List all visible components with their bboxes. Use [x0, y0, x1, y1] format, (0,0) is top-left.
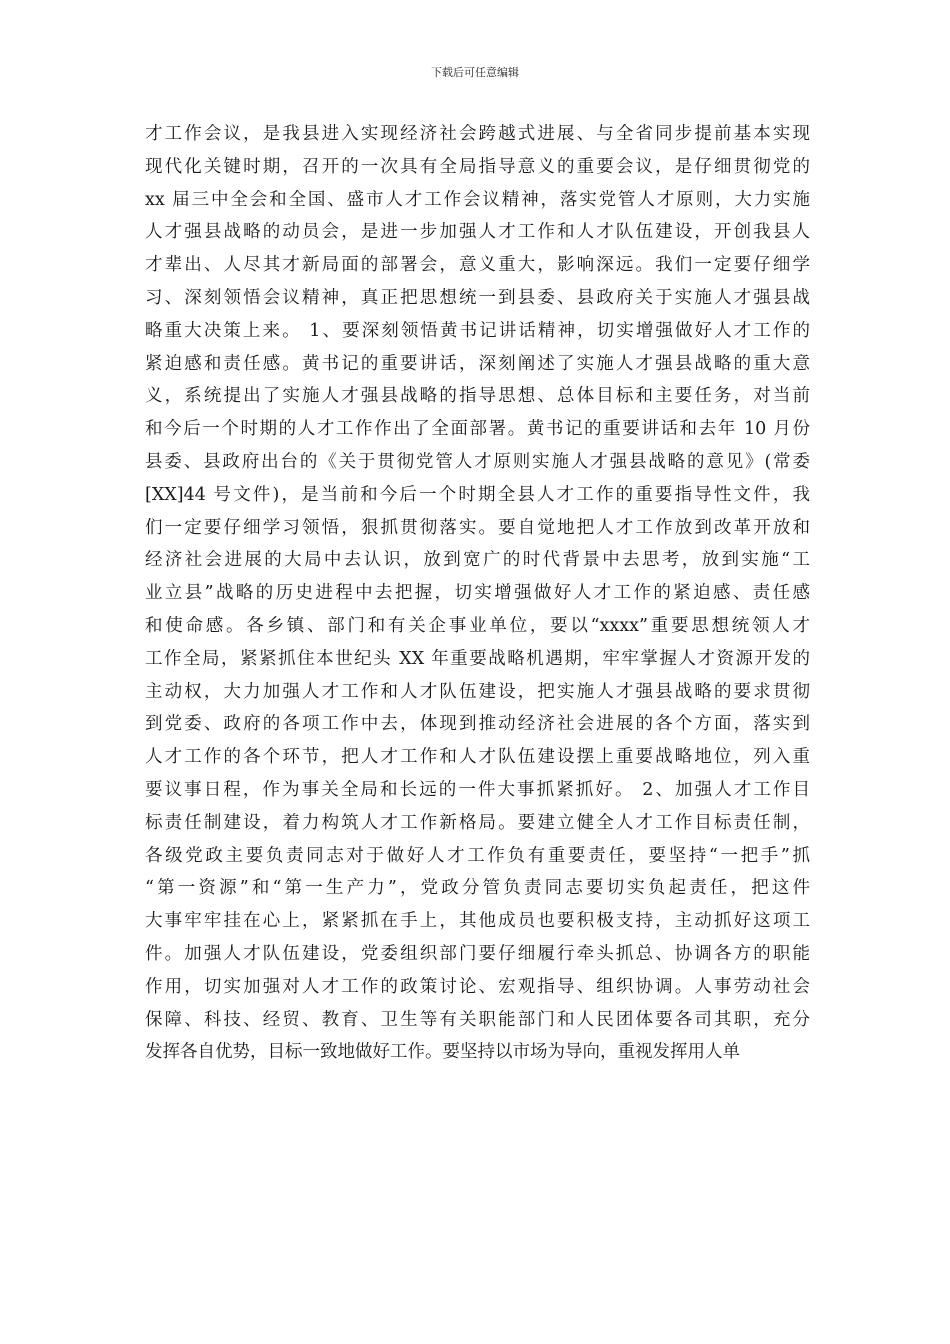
text-line: 发挥各自优势，目标一致地做好工作。要坚持以市场为导向，重视发挥用人单	[145, 1042, 740, 1063]
text-line: 才工作会议，是我县进入实现经济社会跨越式进展、与全省同步提前基本实现	[145, 124, 810, 144]
text-line: 现代化关键时期，召开的一次具有全局指导意义的重要会议，是仔细贯彻党的	[145, 156, 810, 177]
page-header: 下载后可任意编辑	[431, 66, 519, 79]
text-line: 到党委、政府的各项工作中去，体现到推动经济社会进展的各个方面，落实到	[145, 714, 810, 735]
text-line: 才辈出、人尽其才新局面的部署会，意义重大，影响深远。我们一定要仔细学	[145, 255, 810, 276]
text-line: 县委、县政府出台的《关于贯彻党管人才原则实施人才强县战略的意见》(常委	[145, 451, 810, 472]
text-line: 件。加强人才队伍建设，党委组织部门要仔细履行牵头抓总、协调各方的职能	[145, 943, 810, 964]
text-line: “第一资源”和“第一生产力”，党政分管负责同志要切实负起责任，把这件	[145, 878, 810, 899]
text-line: xx 届三中全会和全国、盛市人才工作会议精神，落实党管人才原则，大力实施	[145, 189, 810, 210]
text-line: 习、深刻领悟会议精神，真正把思想统一到县委、县政府关于实施人才强县战	[145, 287, 810, 308]
text-line: 大事牢牢挂在心上，紧紧抓在手上，其他成员也要积极支持，主动抓好这项工	[145, 911, 810, 932]
text-line: 要议事日程，作为事关全局和长远的一件大事抓紧抓好。 2、加强人才工作目	[145, 779, 810, 800]
body-text	[145, 118, 810, 1069]
text-line: 工作全局，紧紧抓住本世纪头 XX 年重要战略机遇期，牢牢掌握人才资源开发的	[145, 648, 810, 669]
text-line: 略重大决策上来。 1、要深刻领悟黄书记讲话精神，切实增强做好人才工作的	[145, 320, 810, 341]
text-line: 人才强县战略的动员会，是进一步加强人才工作和人才队伍建设，开创我县人	[145, 222, 810, 243]
text-line: 们一定要仔细学习领悟，狠抓贯彻落实。要自觉地把人才工作放到改革开放和	[145, 517, 810, 538]
text-line: 义，系统提出了实施人才强县战略的指导思想、总体目标和主要任务，对当前	[145, 386, 810, 407]
text-line: 保障、科技、经贸、教育、卫生等有关职能部门和人民团体要各司其职，充分	[145, 1009, 810, 1030]
text-line: 标责任制建设，着力构筑人才工作新格局。要建立健全人才工作目标责任制，	[145, 812, 810, 833]
text-line: 和使命感。各乡镇、部门和有关企事业单位，要以“xxxx”重要思想统领人才	[145, 615, 810, 636]
text-line: 和今后一个时期的人才工作作出了全面部署。黄书记的重要讲话和去年 10 月份	[145, 419, 810, 440]
text-line: 人才工作的各个环节，把人才工作和人才队伍建设摆上重要战略地位，列入重	[145, 747, 810, 768]
text-line: 主动权，大力加强人才工作和人才队伍建设，把实施人才强县战略的要求贯彻	[145, 681, 810, 702]
text-line: 业立县”战略的历史进程中去把握，切实增强做好人才工作的紧迫感、责任感	[145, 583, 810, 604]
text-line: [XX]44 号文件)，是当前和今后一个时期全县人才工作的重要指导性文件，我	[145, 484, 810, 505]
text-line: 紧迫感和责任感。黄书记的重要讲话，深刻阐述了实施人才强县战略的重大意	[145, 353, 810, 374]
text-line: 经济社会进展的大局中去认识，放到宽广的时代背景中去思考，放到实施“工	[145, 550, 810, 571]
text-line: 作用，切实加强对人才工作的政策讨论、宏观指导、组织协调。人事劳动社会	[145, 976, 810, 997]
text-line: 各级党政主要负责同志对于做好人才工作负有重要责任，要坚持“一把手”抓	[145, 845, 810, 866]
